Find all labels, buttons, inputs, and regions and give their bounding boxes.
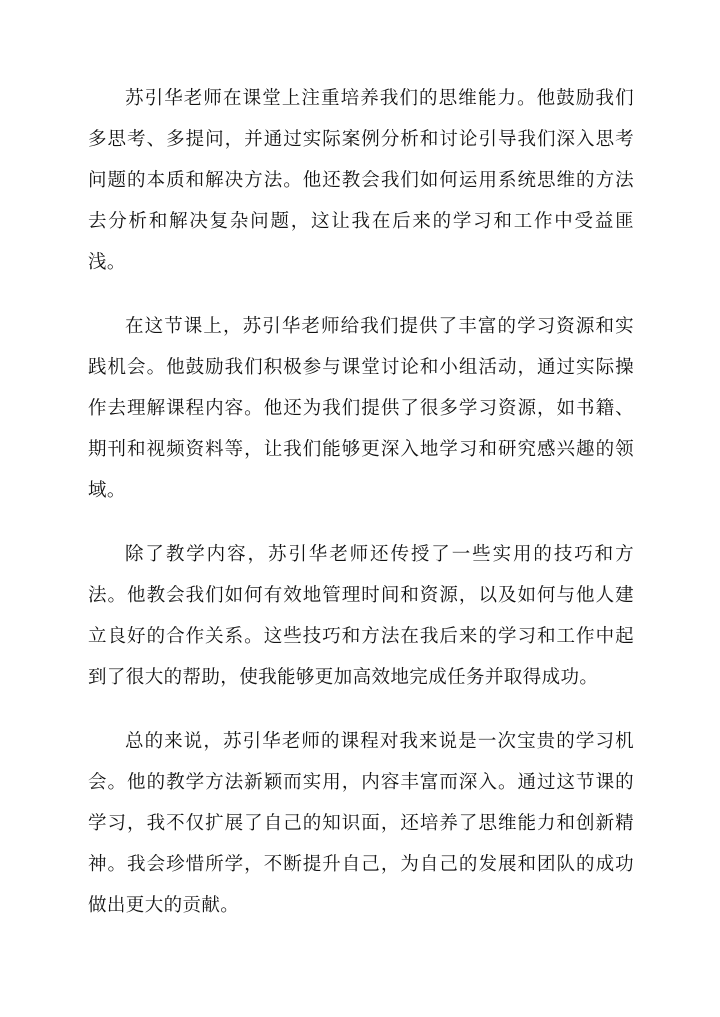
document-body [88,78,634,949]
paragraph-1: 苏引华老师在课堂上注重培养我们的思维能力。他鼓励我们多思考、多提问，并通过实际案例分析和讨论引导我们深入思考问题的本质和解决方法。他还教会我们如何运用系统思维的方法去分析和解决复杂问题，这让我在后来的学习和工作中受益匪浅。 [88,88,634,273]
paragraph-2: 在这节课上，苏引华老师给我们提供了丰富的学习资源和实践机会。他鼓励我们积极参与课堂讨论和小组活动，通过实际操作去理解课程内容。他还为我们提供了很多学习资源，如书籍、期刊和视频资料等，让我们能够更深入地学习和研究感兴趣的领域。 [88,316,634,501]
paragraph-3: 除了教学内容，苏引华老师还传授了一些实用的技巧和方法。他教会我们如何有效地管理时间和资源，以及如何与他人建立良好的合作关系。这些技巧和方法在我后来的学习和工作中起到了很大的帮助，使我能够更加高效地完成任务并取得成功。 [88,544,634,688]
paragraph-4: 总的来说，苏引华老师的课程对我来说是一次宝贵的学习机会。他的教学方法新颖而实用，内容丰富而深入。通过这节课的学习，我不仅扩展了自己的知识面，还培养了思维能力和创新精神。我会珍惜所学，不断提升自己，为自己的发展和团队的成功做出更大的贡献。 [88,731,634,916]
